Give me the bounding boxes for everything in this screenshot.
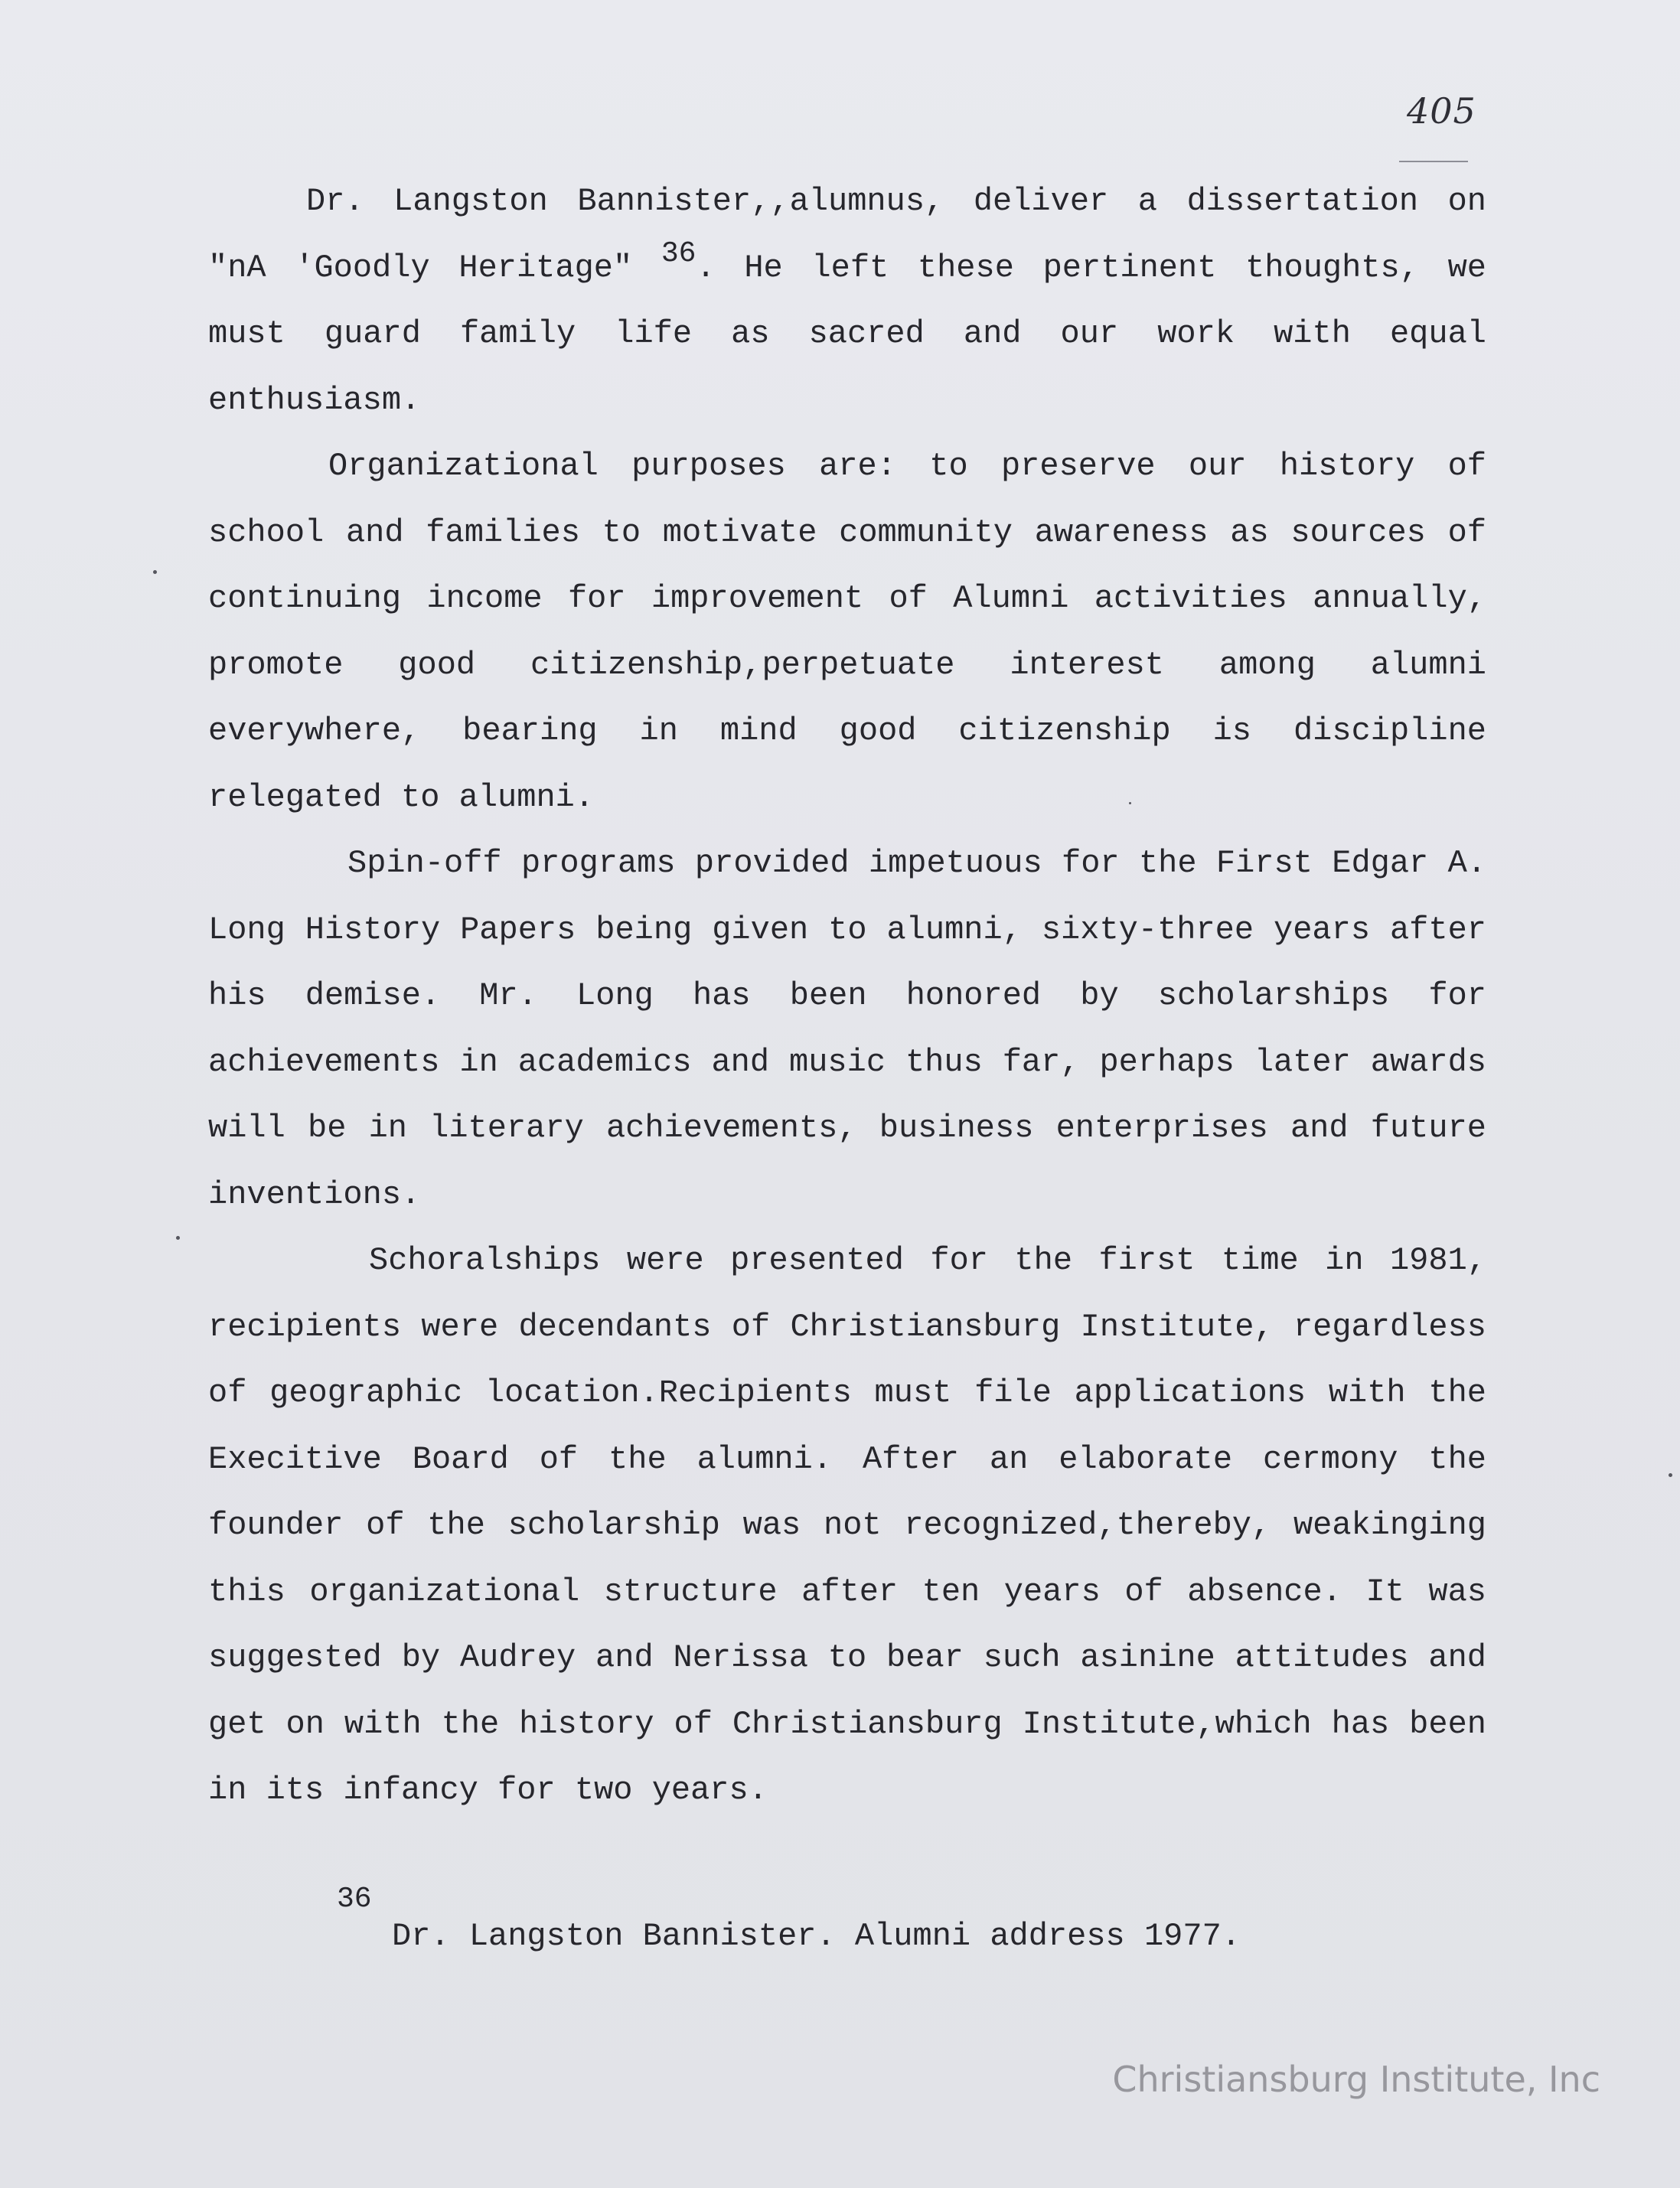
- paragraph-1: [208, 168, 1486, 433]
- paragraph-3: Spin-off programs provided impetuous for the First Edgar A. Long History Papers being given to alumni, sixty-three years after his demise. Mr. Long has been honored by scholarships for achievements in academics and music thus far, perhaps later awards will be in literary achievements, business enterprises and future inventions.: [208, 845, 1486, 1213]
- watermark: Christiansburg Institute, Inc: [1112, 2059, 1600, 2100]
- paper-speck: [1129, 802, 1131, 804]
- paragraph-2: Organizational purposes are: to preserve our history of school and families to motivate community awareness as sources of continuing income for improvement of Alumni activities annually, promote good citizenship,perpetuate interest among alumni everywhere, bearing in mind good citizenship is discipline relegated to alumni.: [208, 448, 1486, 816]
- footnote: [208, 1875, 1356, 1967]
- paper-speck: [1669, 1473, 1672, 1477]
- footnote-reference: 36: [661, 236, 696, 270]
- paper-speck: [176, 1236, 180, 1240]
- paragraph-1-text-start: Dr. Langston Bannister,,alumnus, deliver a dissertation on "nA 'Goodly Heritage": [208, 183, 1486, 286]
- paper-speck: [153, 570, 157, 574]
- page-number-underline: [1399, 161, 1468, 162]
- paragraph-1-text-end: . He left these pertinent thoughts, we must guard family life as sacred and our work with equal enthusiasm.: [208, 249, 1486, 419]
- footnote-number: 36: [337, 1883, 372, 1916]
- paragraph-4: Schoralships were presented for the first time in 1981, recipients were decendants of Christiansburg Institute, regardless of geographic location.Recipients must file applications with the Execitive Board of the alumni. After an elaborate cermony the founder of the scholarship was not recognized,thereby, weakinging this organizational structure after ten years of absence. It was suggested by Audrey and Nerissa to bear such asinine attitudes and get on with the history of Christiansburg Institute,which has been in its infancy for two years.: [208, 1242, 1486, 1808]
- page-number: 405: [1407, 90, 1476, 132]
- body-text: [208, 168, 1486, 1824]
- footnote-text: Dr. Langston Bannister. Alumni address 1977.: [392, 1918, 1241, 1955]
